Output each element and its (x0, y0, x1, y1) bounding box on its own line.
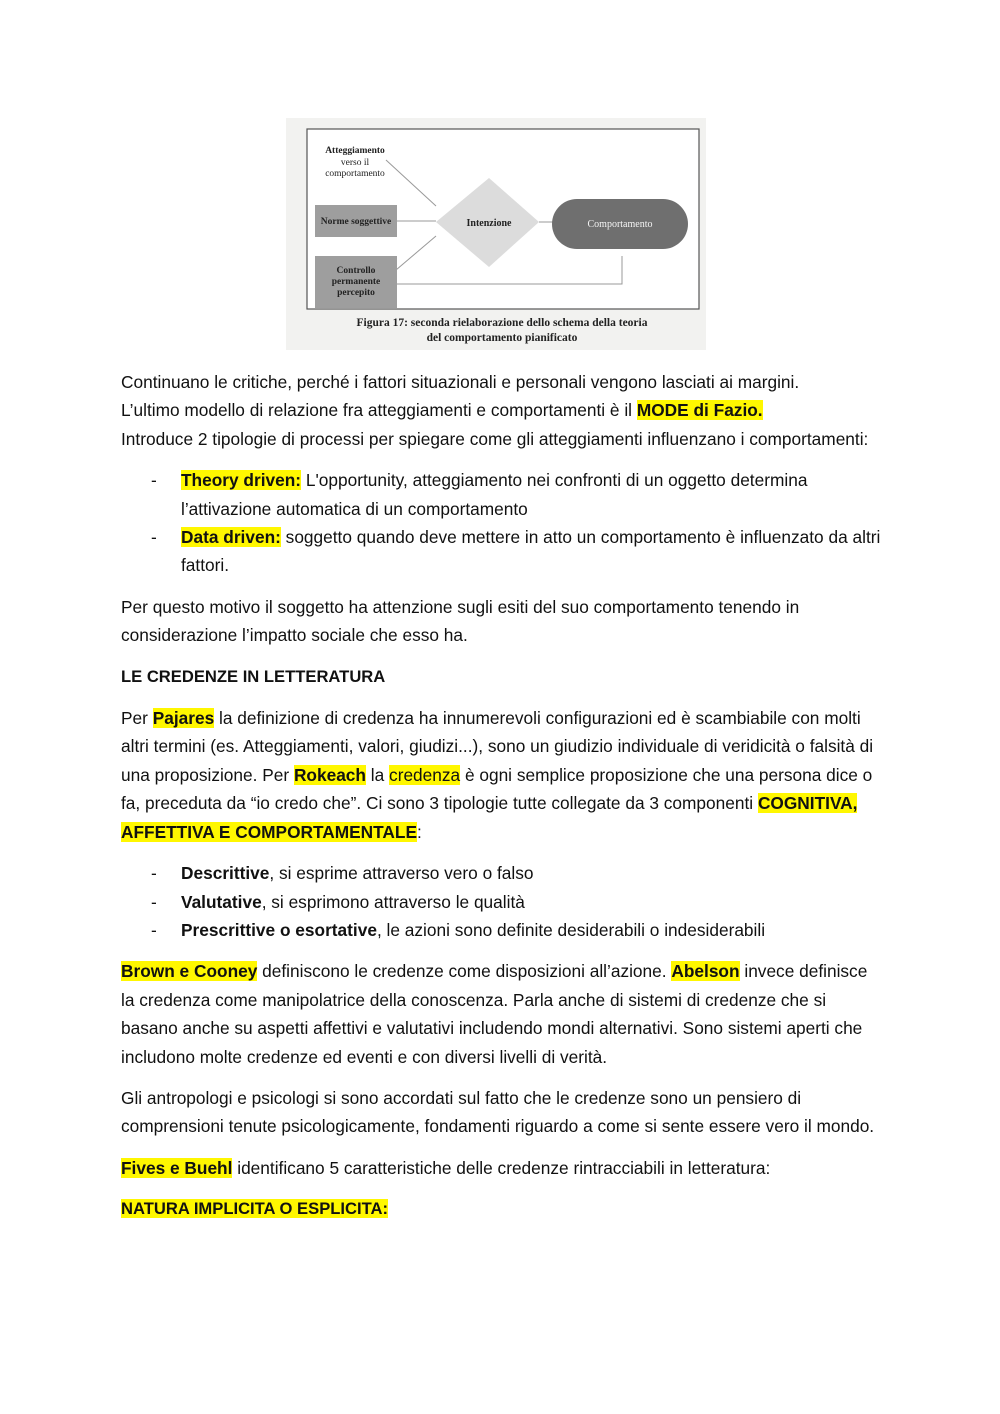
belief-types-list (121, 859, 881, 944)
attitude-label-3: comportamento (325, 169, 385, 179)
attitude-label-2: verso il (340, 158, 370, 168)
theory-diagram-figure (286, 118, 706, 350)
attitude-label-1: Atteggiamento (325, 146, 385, 156)
section-heading-natura (121, 1195, 881, 1223)
paragraph-pajares (121, 704, 881, 846)
highlight-fives-buehl: Fives e Buehl (121, 1157, 233, 1178)
highlight-credenza: credenza (389, 764, 461, 785)
norms-label: Norme soggettive (320, 217, 392, 227)
control-label-1: Controllo (336, 266, 376, 276)
section-heading-credenze: LE CREDENZE IN LETTERATURA (121, 666, 386, 686)
text-run: definiscono le credenze come disposizioni all’azione. (257, 961, 672, 982)
intention-label: Intenzione (466, 218, 512, 229)
figure-caption-line2: del comportamento pianificato (426, 332, 578, 344)
term-valutative: Valutative (181, 891, 262, 912)
figure-caption-line1: Figura 17: seconda rielaborazione dello schema della teoria (356, 317, 648, 329)
definition-text: , si esprime attraverso vero o falso (269, 863, 534, 884)
highlight-brown-cooney: Brown e Cooney (121, 961, 258, 982)
control-label-2: permanente (331, 277, 381, 287)
term-prescrittive: Prescrittive o esortative (181, 919, 377, 940)
driven-list (121, 466, 881, 580)
highlight-abelson: Abelson (671, 961, 740, 982)
text-run: Per (121, 708, 153, 729)
list-item: - Valutative, si esprimono attraverso le qualità (151, 891, 525, 912)
highlight-natura: NATURA IMPLICITA O ESPLICITA: (121, 1199, 389, 1219)
list-item: - Data driven: soggetto quando deve mettere in atto un comportamento è influenzato da altri fattori. (151, 527, 881, 576)
list-item: - Descrittive, si esprime attraverso vero o falso (151, 863, 534, 884)
paragraph-anthropologists: Gli antropologi e psicologi si sono accordati sul fatto che le credenze sono un pensiero di comprensioni tenute psicologicamente, fondamenti riguardo a come si sente essere vero il mondo. (121, 1087, 875, 1137)
highlight-rokeach: Rokeach (293, 764, 366, 785)
list-item: - Prescrittive o esortative, le azioni sono definite desiderabili o indesiderabili (151, 919, 766, 940)
text-run: invece definisce la credenza come manipolatrice della conoscenza. Parla anche di sistemi di credenze che si basano anche su aspetti affettivi e valutativi includendo mondi alternativi. Sono sistemi aperti che includono molte credenze ed eventi e con diversi livelli di verità. (121, 961, 868, 1067)
paragraph-brown-abelson (121, 957, 881, 1071)
body-text (121, 368, 881, 1237)
term-theory-driven: Theory driven: (181, 470, 302, 491)
definition-text: L'opportunity, atteggiamento nei confronti di un oggetto determina l’attivazione automatica di un comportamento (181, 470, 808, 519)
behaviour-label: Comportamento (587, 219, 653, 230)
paragraph-social-impact: Per questo motivo il soggetto ha attenzione sugli esiti del suo comportamento tenendo in considerazione l’impatto sociale che esso ha. (121, 596, 800, 646)
paragraph-fives-buehl (121, 1154, 881, 1182)
paragraph-mode-line2: L’ultimo modello di relazione fra atteggiamenti e comportamenti è il (121, 400, 637, 421)
text-run: : (417, 821, 422, 842)
theory-diagram (286, 118, 706, 350)
definition-text: soggetto quando deve mettere in atto un comportamento è influenzato da altri fattori. (181, 527, 881, 576)
paragraph-mode (121, 368, 881, 453)
highlight-mode-fazio: MODE di Fazio. (636, 400, 763, 421)
definition-text: , le azioni sono definite desiderabili o indesiderabili (376, 919, 766, 940)
paragraph-mode-line1: Continuano le critiche, perché i fattori situazionali e personali vengono lasciati ai margini. (121, 372, 800, 392)
text-run: è ogni semplice proposizione che una persona dice o fa, preceduta da “io credo che”. Ci sono 3 tipologie tutte collegate da 3 componenti (121, 764, 873, 814)
highlight-pajares: Pajares (152, 708, 215, 729)
highlight-components: COGNITIVA, AFFETTIVA E COMPORTAMENTALE (121, 793, 858, 842)
definition-text: , si esprimono attraverso le qualità (261, 891, 525, 912)
text-run: la (365, 764, 390, 785)
term-data-driven: Data driven: (181, 527, 281, 548)
text-run: la definizione di credenza ha innumerevoli configurazioni ed è scambiabile con molti altri termini (es. Atteggiamenti, valori, giudizi...), sono un giudizio individuale di veridicità o falsità di una proposizione. Per (121, 708, 874, 785)
paragraph-mode-line3: Introduce 2 tipologie di processi per spiegare come gli atteggiamenti influenzano i comportamenti: (121, 428, 869, 449)
term-descrittive: Descrittive (181, 863, 270, 884)
text-run: identificano 5 caratteristiche delle credenze rintracciabili in letteratura: (232, 1157, 771, 1178)
list-item: - Theory driven: L'opportunity, atteggiamento nei confronti di un oggetto determina l’attivazione automatica di un comportamento (151, 470, 808, 519)
control-label-3: percepito (337, 288, 375, 298)
